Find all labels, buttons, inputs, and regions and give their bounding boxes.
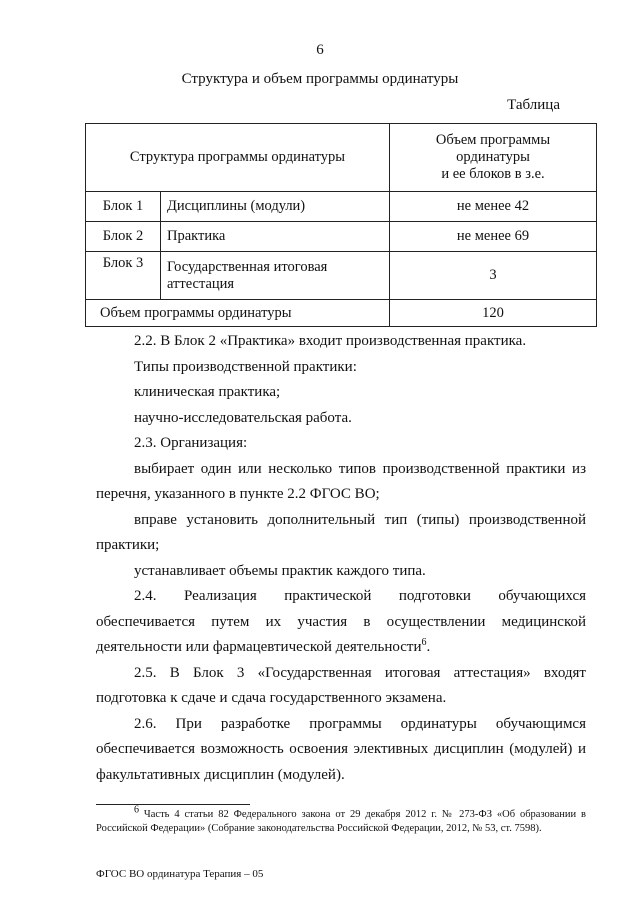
footnote <box>96 804 587 835</box>
paragraph-text: 2.4. Реализация практической подготовки обучающихся обеспечивается путем их участия в осуществлении медицинской деятельности или фармацевтической деятельности <box>96 588 586 655</box>
paragraph: 2.3. Организация: <box>134 435 248 451</box>
table-row <box>86 192 597 222</box>
section-title: Структура и объем программы ординатуры <box>181 71 459 87</box>
block-name-line: Государственная итоговая <box>167 258 328 275</box>
total-value-cell: 120 <box>390 300 597 327</box>
paragraph: выбирает один или несколько типов производственной практики из перечня, указанного в пункте 2.2 ФГОС ВО; <box>96 460 586 502</box>
footnote-text: Часть 4 статьи 82 Федерального закона от 29 декабря 2012 г. № 273-ФЗ «Об образовании в Российской Федерации» (Собрание законодательства Российской Федерации, 2012, № 53, ст. 7598). <box>96 809 587 834</box>
footnote-marker: 6 <box>134 804 139 816</box>
program-structure-table <box>85 123 597 327</box>
header-structure-cell: Структура программы ординатуры <box>86 124 390 192</box>
block-name-cell <box>161 252 390 300</box>
header-volume-line: Объем программы <box>435 132 551 148</box>
total-label-cell: Объем программы ординатуры <box>86 300 390 327</box>
page-footer: ФГОС ВО ординатура Терапия – 05 <box>96 868 264 880</box>
block-name-line: аттестация <box>167 275 235 292</box>
block-name-cell: Практика <box>161 222 390 252</box>
table-header-row <box>86 124 597 192</box>
header-volume-cell <box>390 124 597 192</box>
header-volume-line: ординатуры <box>456 149 530 165</box>
paragraph: научно-исследовательская работа. <box>134 409 352 426</box>
block-cell: Блок 2 <box>86 222 161 252</box>
paragraph: 2.6. При разработке программы ординатуры обучающимся обеспечивается возможность освоения элективных дисциплин (модулей) и факультативных дисциплин (модулей). <box>96 715 586 783</box>
block-name-cell: Дисциплины (модули) <box>161 192 390 222</box>
paragraph: вправе установить дополнительный тип (типы) производственной практики; <box>96 511 586 553</box>
paragraph: Типы производственной практики: <box>134 358 357 375</box>
table-total-row <box>86 300 597 327</box>
table-row <box>86 252 597 300</box>
paragraph: клиническая практика; <box>134 384 281 400</box>
paragraph: 2.5. В Блок 3 «Государственная итоговая аттестация» входят подготовка к сдаче и сдача государственного экзамена. <box>96 664 586 706</box>
header-volume-line: и ее блоков в з.е. <box>441 166 545 182</box>
page-number: 6 <box>316 42 324 58</box>
paragraph: устанавливает объемы практик каждого типа. <box>134 562 426 579</box>
footnote-divider <box>96 804 250 805</box>
block-cell: Блок 1 <box>86 192 161 222</box>
table-caption: Таблица <box>507 97 560 113</box>
paragraph-with-footnote: 2.4. Реализация практической подготовки обучающихся обеспечивается путем их участия в осуществлении медицинской деятельности или фармацевтической деятельности$^6$. <box>96 588 586 655</box>
paragraph: 2.2. В Блок 2 «Практика» входит производственная практика. <box>134 333 527 349</box>
block-value-cell: 3 <box>390 252 597 300</box>
body-text <box>96 329 586 788</box>
table-row <box>86 222 597 252</box>
block-value-cell: не менее 69 <box>390 222 597 252</box>
block-cell: Блок 3 <box>86 252 161 300</box>
block-value-cell: не менее 42 <box>390 192 597 222</box>
footnote-reference: 6 <box>421 637 427 648</box>
